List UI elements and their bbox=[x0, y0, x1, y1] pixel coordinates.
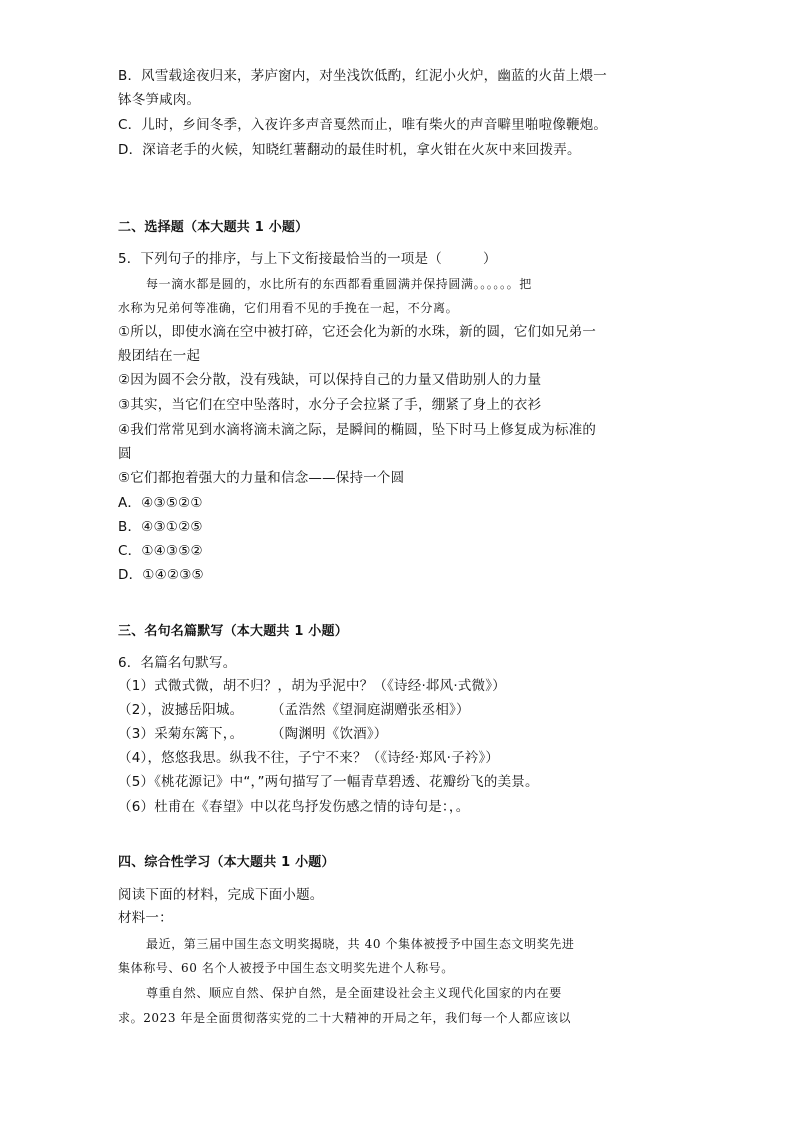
q5-sentence-4-line2: 圆 bbox=[118, 446, 132, 462]
section-3-heading: 三、名句名篇默写（本大题共 1 小题） bbox=[118, 624, 348, 639]
q5-passage-line1: 每一滴水都是圆的，水比所有的东西都看重圆满并保持圆满。。。。。。把 bbox=[146, 277, 532, 291]
q5-option-a: A．④③⑤②① bbox=[118, 495, 203, 511]
material-1-label: 材料一： bbox=[118, 910, 173, 926]
section-2-heading: 二、选择题（本大题共 1 小题） bbox=[118, 220, 309, 235]
section-4-heading: 四、综合性学习（本大题共 1 小题） bbox=[118, 855, 335, 870]
q6-item-6: （6）杜甫在《春望》中以花鸟抒发伤感之情的诗句是：，。 bbox=[118, 799, 470, 815]
material-1-p2-line1: 尊重自然、顺应自然、保护自然，是全面建设社会主义现代化国家的内在要 bbox=[146, 986, 562, 1000]
q5-sentence-5: ⑤它们都抱着强大的力量和信念——保持一个圆 bbox=[118, 470, 405, 486]
material-1-p1-line1: 最近，第三届中国生态文明奖揭晓，共 40 个集体被授予中国生态文明奖先进 bbox=[146, 937, 575, 951]
q5-sentence-2: ②因为圆不会分散，没有残缺，可以保持自己的力量又借助别人的力量 bbox=[118, 372, 542, 388]
q6-item-1: （1）式微式微，胡不归？，胡为乎泥中？（《诗经·邶风·式微》） bbox=[118, 678, 506, 694]
q5-stem: 5．下列句子的排序，与上下文衔接最恰当的一项是（ ） bbox=[118, 251, 497, 267]
q5-sentence-4-line1: ④我们常常见到水滴将滴未滴之际，是瞬间的椭圆，坠下时马上修复成为标准的 bbox=[118, 422, 597, 438]
q5-option-d: D．①④②③⑤ bbox=[118, 567, 204, 583]
q4-option-b-line2: 钵冬笋咸肉。 bbox=[118, 92, 201, 108]
q6-stem: 6．名篇名句默写。 bbox=[118, 655, 237, 671]
q6-item-3: （3）采菊东篱下，。 （陶渊明《饮酒》） bbox=[118, 726, 388, 742]
q4-option-c: C．儿时，乡间冬季，入夜许多声音戛然而止，唯有柴火的声音噼里啪啦像鞭炮。 bbox=[118, 117, 608, 133]
q5-sentence-3: ③其实，当它们在空中坠落时，水分子会拉紧了手，绷紧了身上的衣衫 bbox=[118, 397, 542, 413]
q4-option-b-line1: B．风雪载途夜归来，茅庐窗内，对坐浅饮低酌，红泥小火炉，幽蓝的火苗上煨一 bbox=[118, 68, 607, 84]
q6-item-5: （5）《桃花源记》中“，”两句描写了一幅青草碧透、花瓣纷飞的美景。 bbox=[118, 774, 539, 790]
q5-option-b: B．④③①②⑤ bbox=[118, 519, 203, 535]
q5-option-c: C．①④③⑤② bbox=[118, 543, 203, 559]
q4-option-d: D．深谙老手的火候，知晓红薯翻动的最佳时机，拿火钳在火灰中来回拨弄。 bbox=[118, 142, 581, 158]
material-1-p2-line2: 求。2023 年是全面贯彻落实党的二十大精神的开局之年，我们每一个人都应该以 bbox=[118, 1011, 572, 1025]
material-1-p1-line2: 集体称号、60 名个人被授予中国生态文明奖先进个人称号。 bbox=[118, 961, 454, 975]
q5-sentence-1-line1: ①所以，即使水滴在空中被打碎，它还会化为新的水珠，新的圆，它们如兄弟一 bbox=[118, 324, 597, 340]
q6-item-2: （2），波撼岳阳城。 （孟浩然《望洞庭湖赠张丞相》） bbox=[118, 702, 470, 718]
q5-passage-line2: 水称为兄弟何等准确，它们用看不见的手挽在一起，不分离。 bbox=[118, 301, 459, 315]
q5-sentence-1-line2: 般团结在一起 bbox=[118, 348, 201, 364]
q7-intro: 阅读下面的材料，完成下面小题。 bbox=[118, 887, 324, 903]
q6-item-4: （4），悠悠我思。纵我不往，子宁不来？（《诗经·郑风·子衿》） bbox=[118, 750, 500, 766]
